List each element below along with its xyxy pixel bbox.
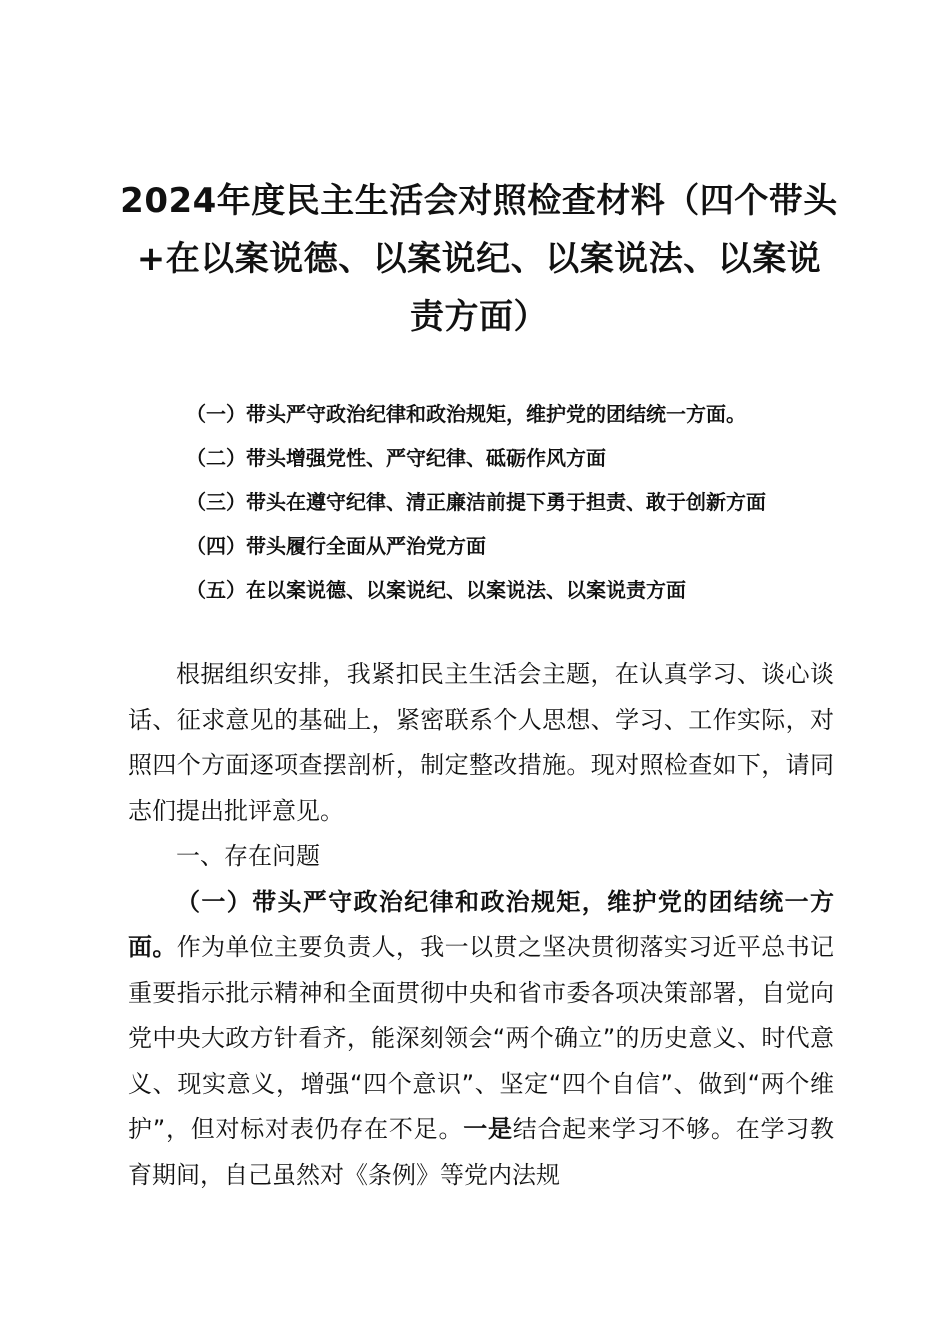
toc-item: （五）在以案说德、以案说纪、以案说法、以案说责方面 xyxy=(186,578,686,602)
table-of-contents xyxy=(186,392,846,612)
toc-item: （四）带头履行全面从严治党方面 xyxy=(186,534,486,558)
subsection-text: 作为单位主要负责人，我一以贯之坚决贯彻落实习近平总书记重要指示批示精神和全面贯彻中央和省市委各项决策部署，自觉向党中央大政方针看齐，能深刻领会“两个确立”的历史意义、时代意义、现实意义，增强“四个意识”、坚定“四个自信”、做到“两个维护”，但对标对表仍存在不足。 xyxy=(128,933,835,1143)
section-heading: 一、存在问题 xyxy=(176,842,320,870)
toc-item: （三）带头在遵守纪律、清正廉洁前提下勇于担责、敢于创新方面 xyxy=(186,490,766,514)
subsection-text-continued: 结合起来学习不够。在学习教育期间，自己虽然对《条例》等党内法规 xyxy=(128,1115,835,1189)
intro-paragraph: 根据组织安排，我紧扣民主生活会主题，在认真学习、谈心谈话、征求意见的基础上，紧密联系个人思想、学习、工作实际，对照四个方面逐项查摆剖析，制定整改措施。现对照检查如下，请同志们提出批评意见。 xyxy=(128,660,834,825)
subsection-title: （一）带头严守政治纪律和政治规矩，维护党的团结统一方面。 xyxy=(128,887,834,961)
toc-item: （二）带头增强党性、严守纪律、砥砺作风方面 xyxy=(186,446,606,470)
document-title: 2024年度民主生活会对照检查材料（四个带头+在以案说德、以案说纪、以案说法、以案说责方面） xyxy=(120,181,838,337)
point-label: 一是 xyxy=(463,1115,513,1143)
document-body xyxy=(128,652,834,1198)
subsection-paragraph xyxy=(128,880,834,1199)
toc-item: （一）带头严守政治纪律和政治规矩，维护党的团结统一方面。 xyxy=(186,402,746,426)
